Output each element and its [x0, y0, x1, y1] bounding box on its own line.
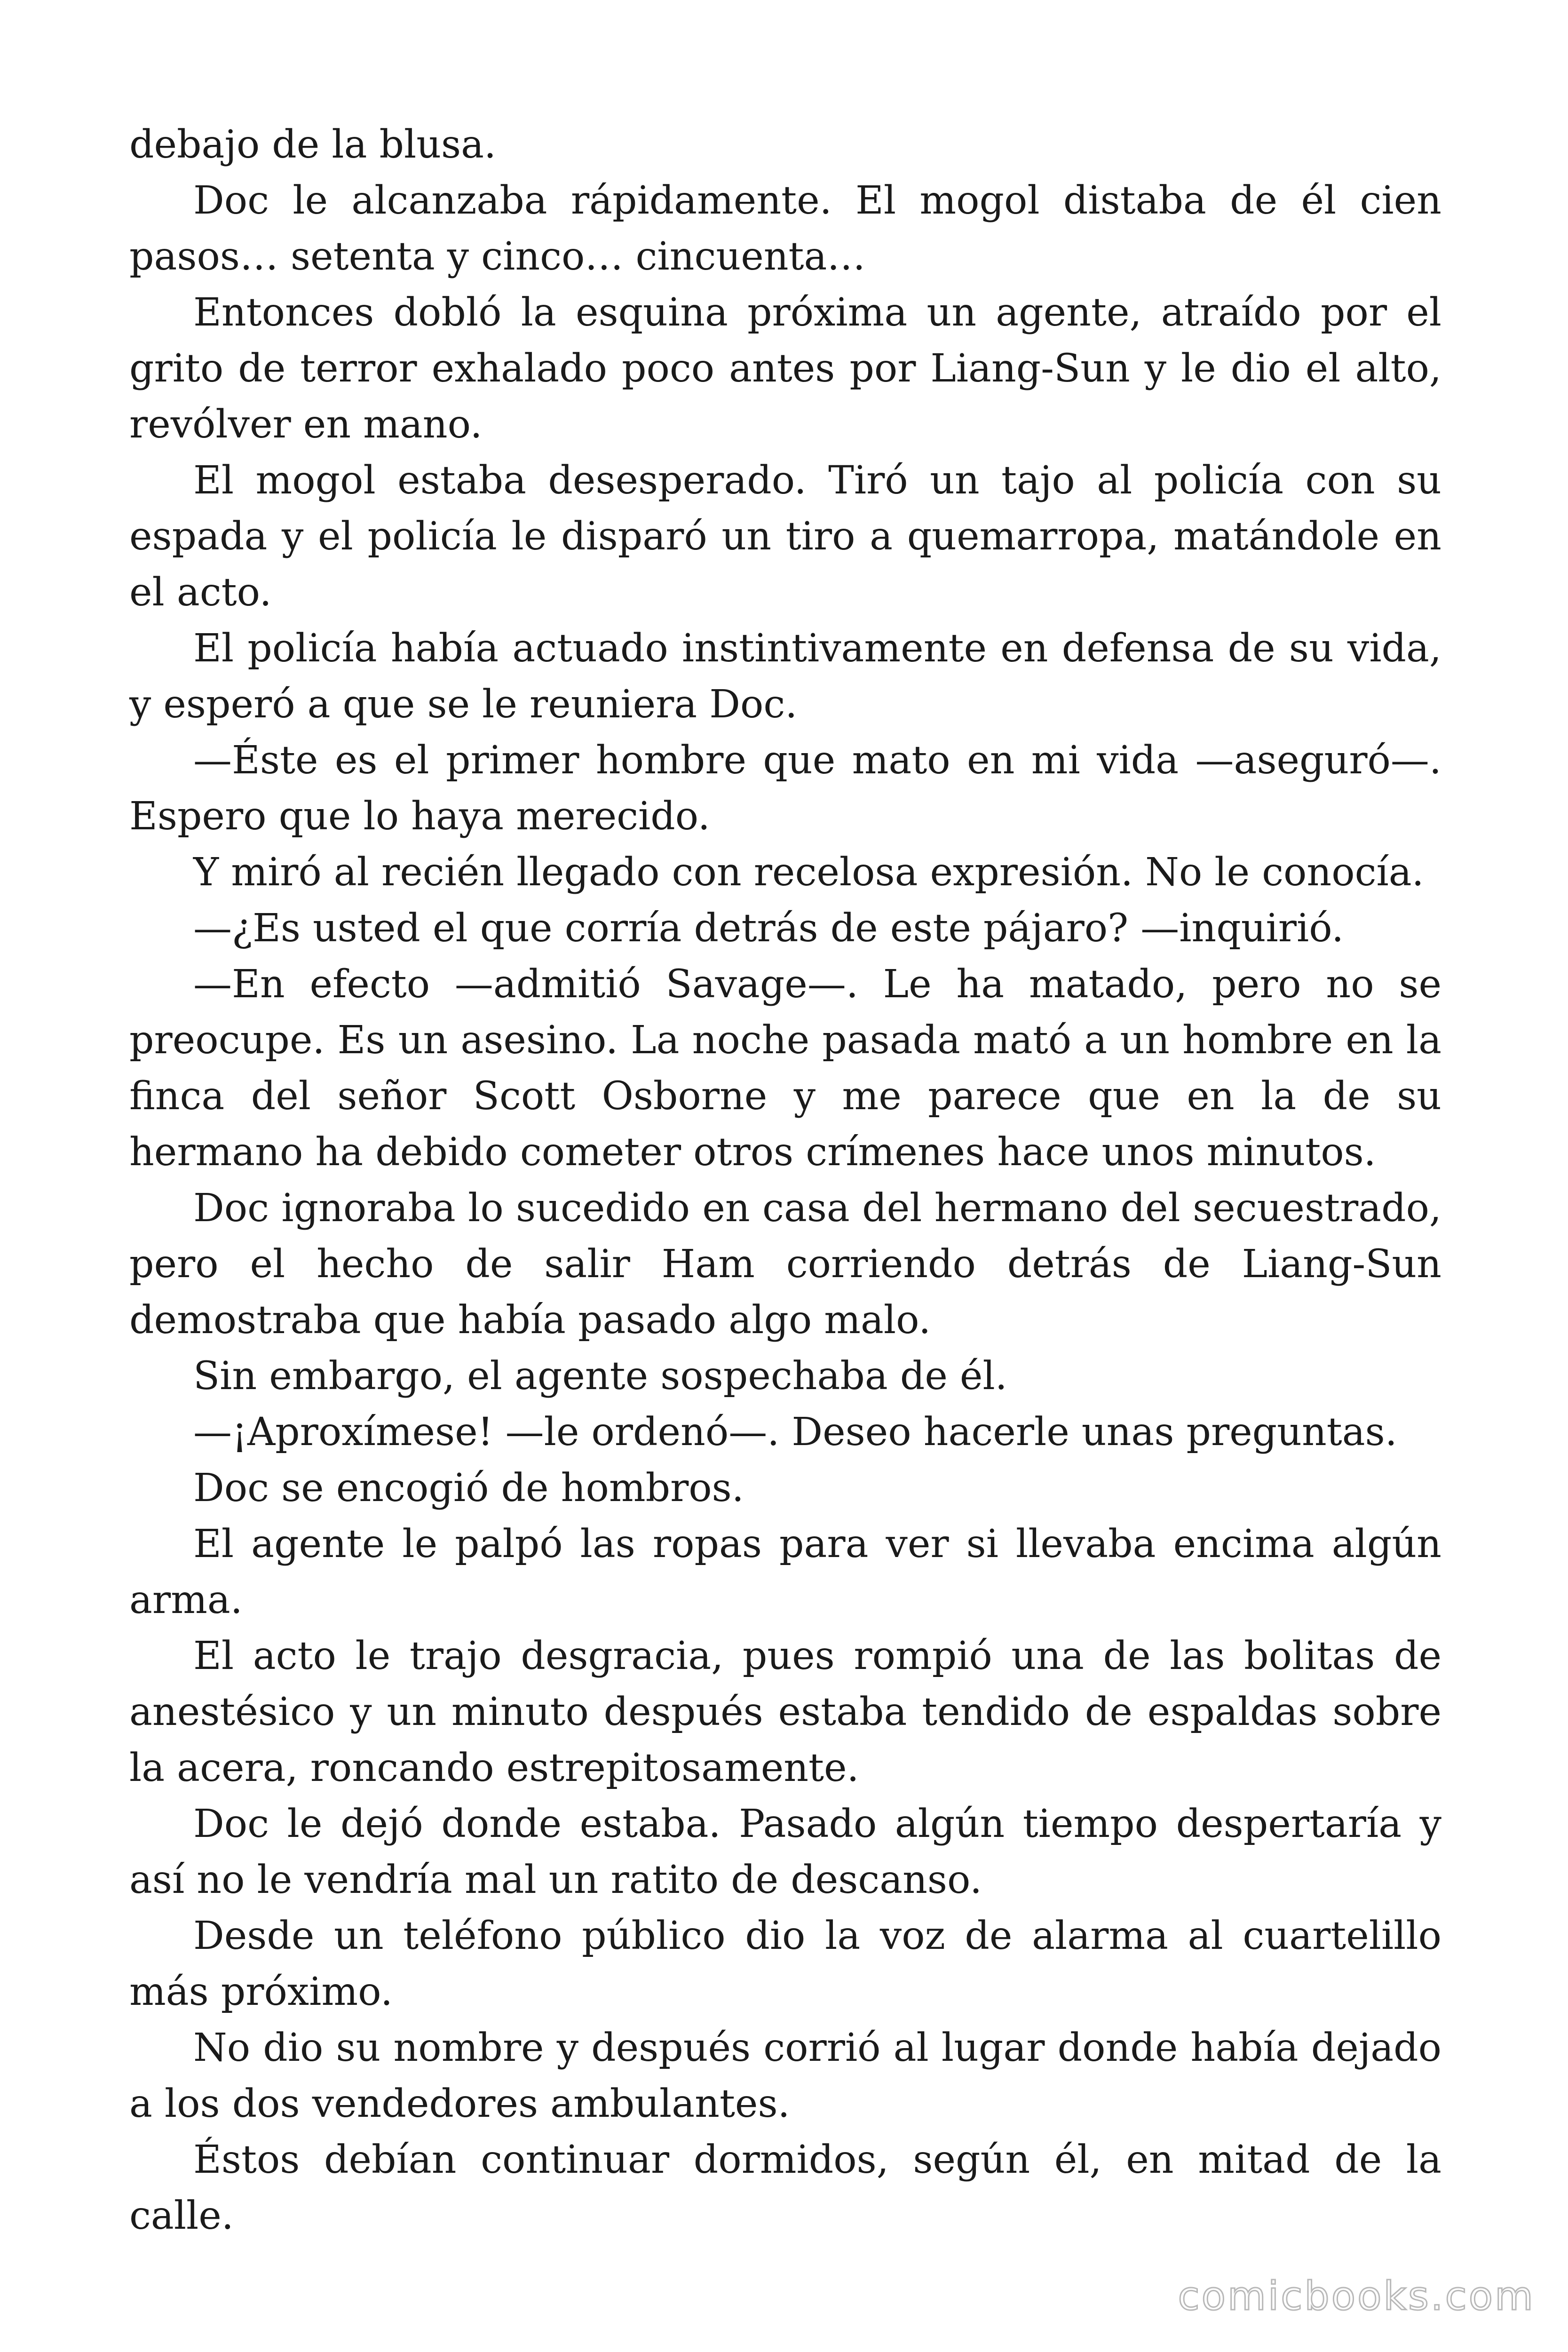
paragraph: Doc le alcanzaba rápidamente. El mogol distaba de él cien pasos… setenta y cinco… cincuenta…	[129, 178, 1441, 279]
paragraph: Éstos debían continuar dormidos, según él, en mitad de la calle.	[129, 2137, 1441, 2238]
paragraph: Doc le dejó donde estaba. Pasado algún tiempo despertaría y así no le vendría mal un ratito de descanso.	[129, 1802, 1441, 1902]
paragraph: Doc se encogió de hombros.	[193, 1466, 744, 1510]
paragraph: debajo de la blusa.	[129, 122, 497, 167]
body-text	[129, 117, 1441, 2244]
paragraph: Sin embargo, el agente sospechaba de él.	[193, 1354, 1007, 1398]
paragraph: El mogol estaba desesperado. Tiró un tajo al policía con su espada y el policía le disparó un tiro a quemarropa, matándole en el acto.	[129, 458, 1441, 615]
paragraph: No dio su nombre y después corrió al lugar donde había dejado a los dos vendedores ambulantes.	[129, 2026, 1441, 2126]
paragraph: Entonces dobló la esquina próxima un agente, atraído por el grito de terror exhalado poco antes por Liang-Sun y le dio el alto, revólver en mano.	[129, 290, 1441, 447]
paragraph: El agente le palpó las ropas para ver si llevaba encima algún arma.	[129, 1522, 1441, 1622]
paragraph: El acto le trajo desgracia, pues rompió una de las bolitas de anestésico y un minuto después estaba tendido de espaldas sobre la acera, roncando estrepitosamente.	[129, 1634, 1441, 1790]
paragraph: —Éste es el primer hombre que mato en mi vida —aseguró—. Espero que lo haya merecido.	[129, 738, 1441, 839]
watermark: comicbooks.com	[1178, 2273, 1535, 2319]
paragraph: —¡Aproxímese! —le ordenó—. Deseo hacerle unas preguntas.	[193, 1410, 1397, 1454]
paragraph: —En efecto —admitió Savage—. Le ha matado, pero no se preocupe. Es un asesino. La noche pasada mató a un hombre en la finca del señor Scott Osborne y me parece que en la de su hermano ha debido cometer otros crímenes hace unos minutos.	[129, 962, 1441, 1175]
paragraph: Desde un teléfono público dio la voz de alarma al cuartelillo más próximo.	[129, 1914, 1441, 2014]
paragraph: El policía había actuado instintivamente en defensa de su vida, y esperó a que se le reuniera Doc.	[129, 626, 1441, 727]
paragraph: —¿Es usted el que corría detrás de este pájaro? —inquirió.	[193, 906, 1344, 951]
paragraph: Y miró al recién llegado con recelosa expresión. No le conocía.	[193, 850, 1424, 895]
paragraph: Doc ignoraba lo sucedido en casa del hermano del secuestrado, pero el hecho de salir Ham corriendo detrás de Liang-Sun demostraba que había pasado algo malo.	[129, 1186, 1441, 1343]
